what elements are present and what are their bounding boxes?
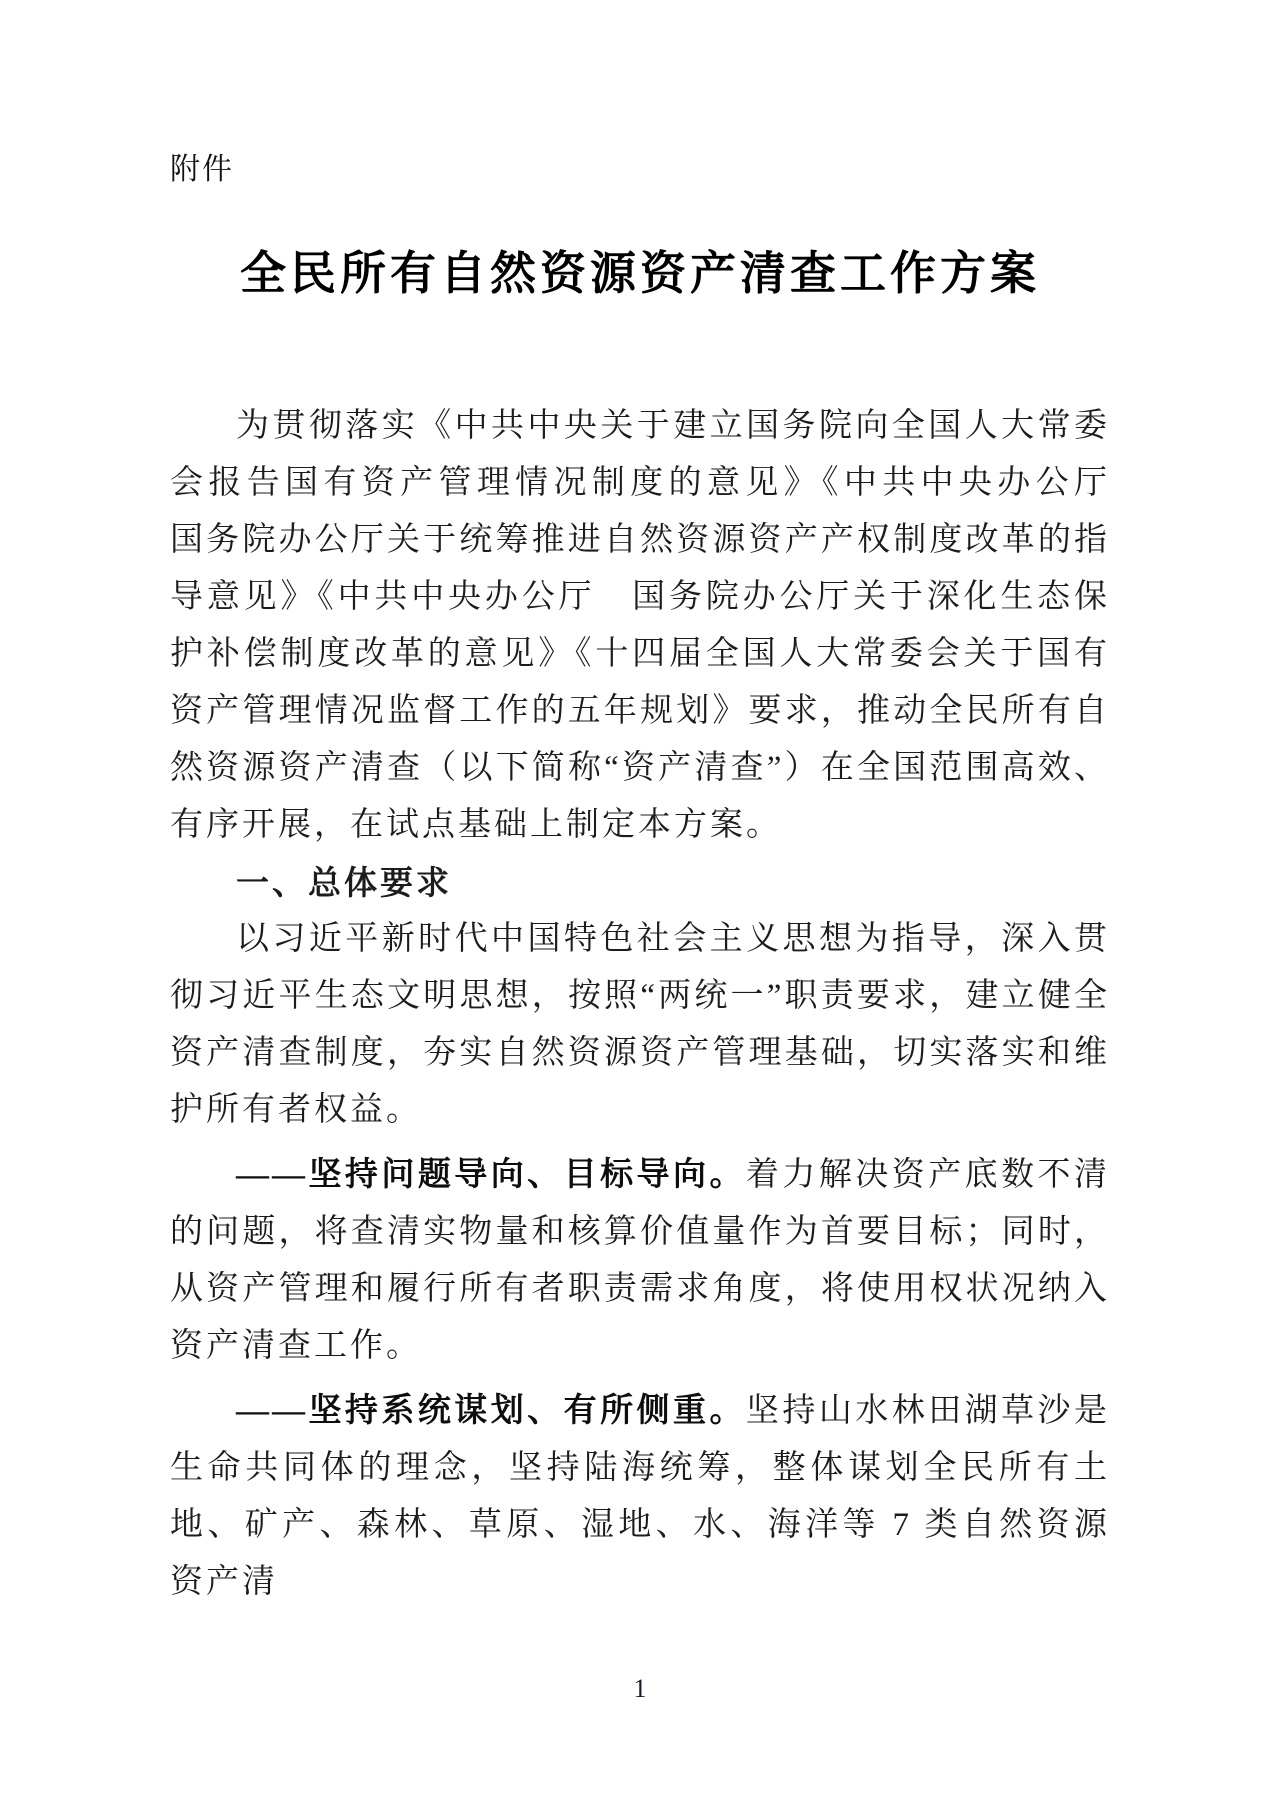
bullet-paragraph-system-planning (170, 1383, 1110, 1611)
section-heading-overall-requirements: 一、总体要求 (236, 864, 452, 901)
paragraph-intro: 为贯彻落实《中共中央关于建立国务院向全国人大常委会报告国有资产管理情况制度的意见》《中共中央办公厅 国务院办公厅关于统筹推进自然资源资产产权制度改革的指导意见》《中共中央办公厅 国务院办公厅关于深化生态保护补偿制度改革的意见》《十四届全国人大常委会关于国有资产管理情况监督工作的五年规划》要求，推动全民所有自然资源资产清查（以下简称“资产清查”）在全国范围高效、有序开展，在试点基础上制定本方案。 (170, 408, 1146, 843)
paragraph-guiding-ideology: 以习近平新时代中国特色社会主义思想为指导，深入贯彻习近平生态文明思想，按照“两统一”职责要求，建立健全资产清查制度，夯实自然资源资产管理基础，切实落实和维护所有者权益。 (170, 921, 1110, 1128)
attachment-label: 附件 (170, 153, 234, 186)
bullet-rest: 坚持山水林田湖草沙是生命共同体的理念，坚持陆海统筹，整体谋划全民所有土地、矿产、森林、草原、湿地、水、海洋等 7 类自然资源资产清 (170, 1393, 1111, 1600)
bullet-paragraph-problem-orientation (170, 1147, 1110, 1375)
document-body (170, 398, 1146, 1611)
page-number: 1 (633, 1674, 647, 1703)
bullet-rest: 着力解决资产底数不清的问题，将查清实物量和核算价值量作为首要目标；同时，从资产管理和履行所有者职责需求角度，将使用权状况纳入资产清查工作。 (170, 1157, 1111, 1364)
bullet-lead: ——坚持系统谋划、有所侧重。 (236, 1393, 746, 1429)
bullet-lead: ——坚持问题导向、目标导向。 (236, 1157, 746, 1193)
document-title: 全民所有自然资源资产清查工作方案 (240, 248, 1040, 299)
